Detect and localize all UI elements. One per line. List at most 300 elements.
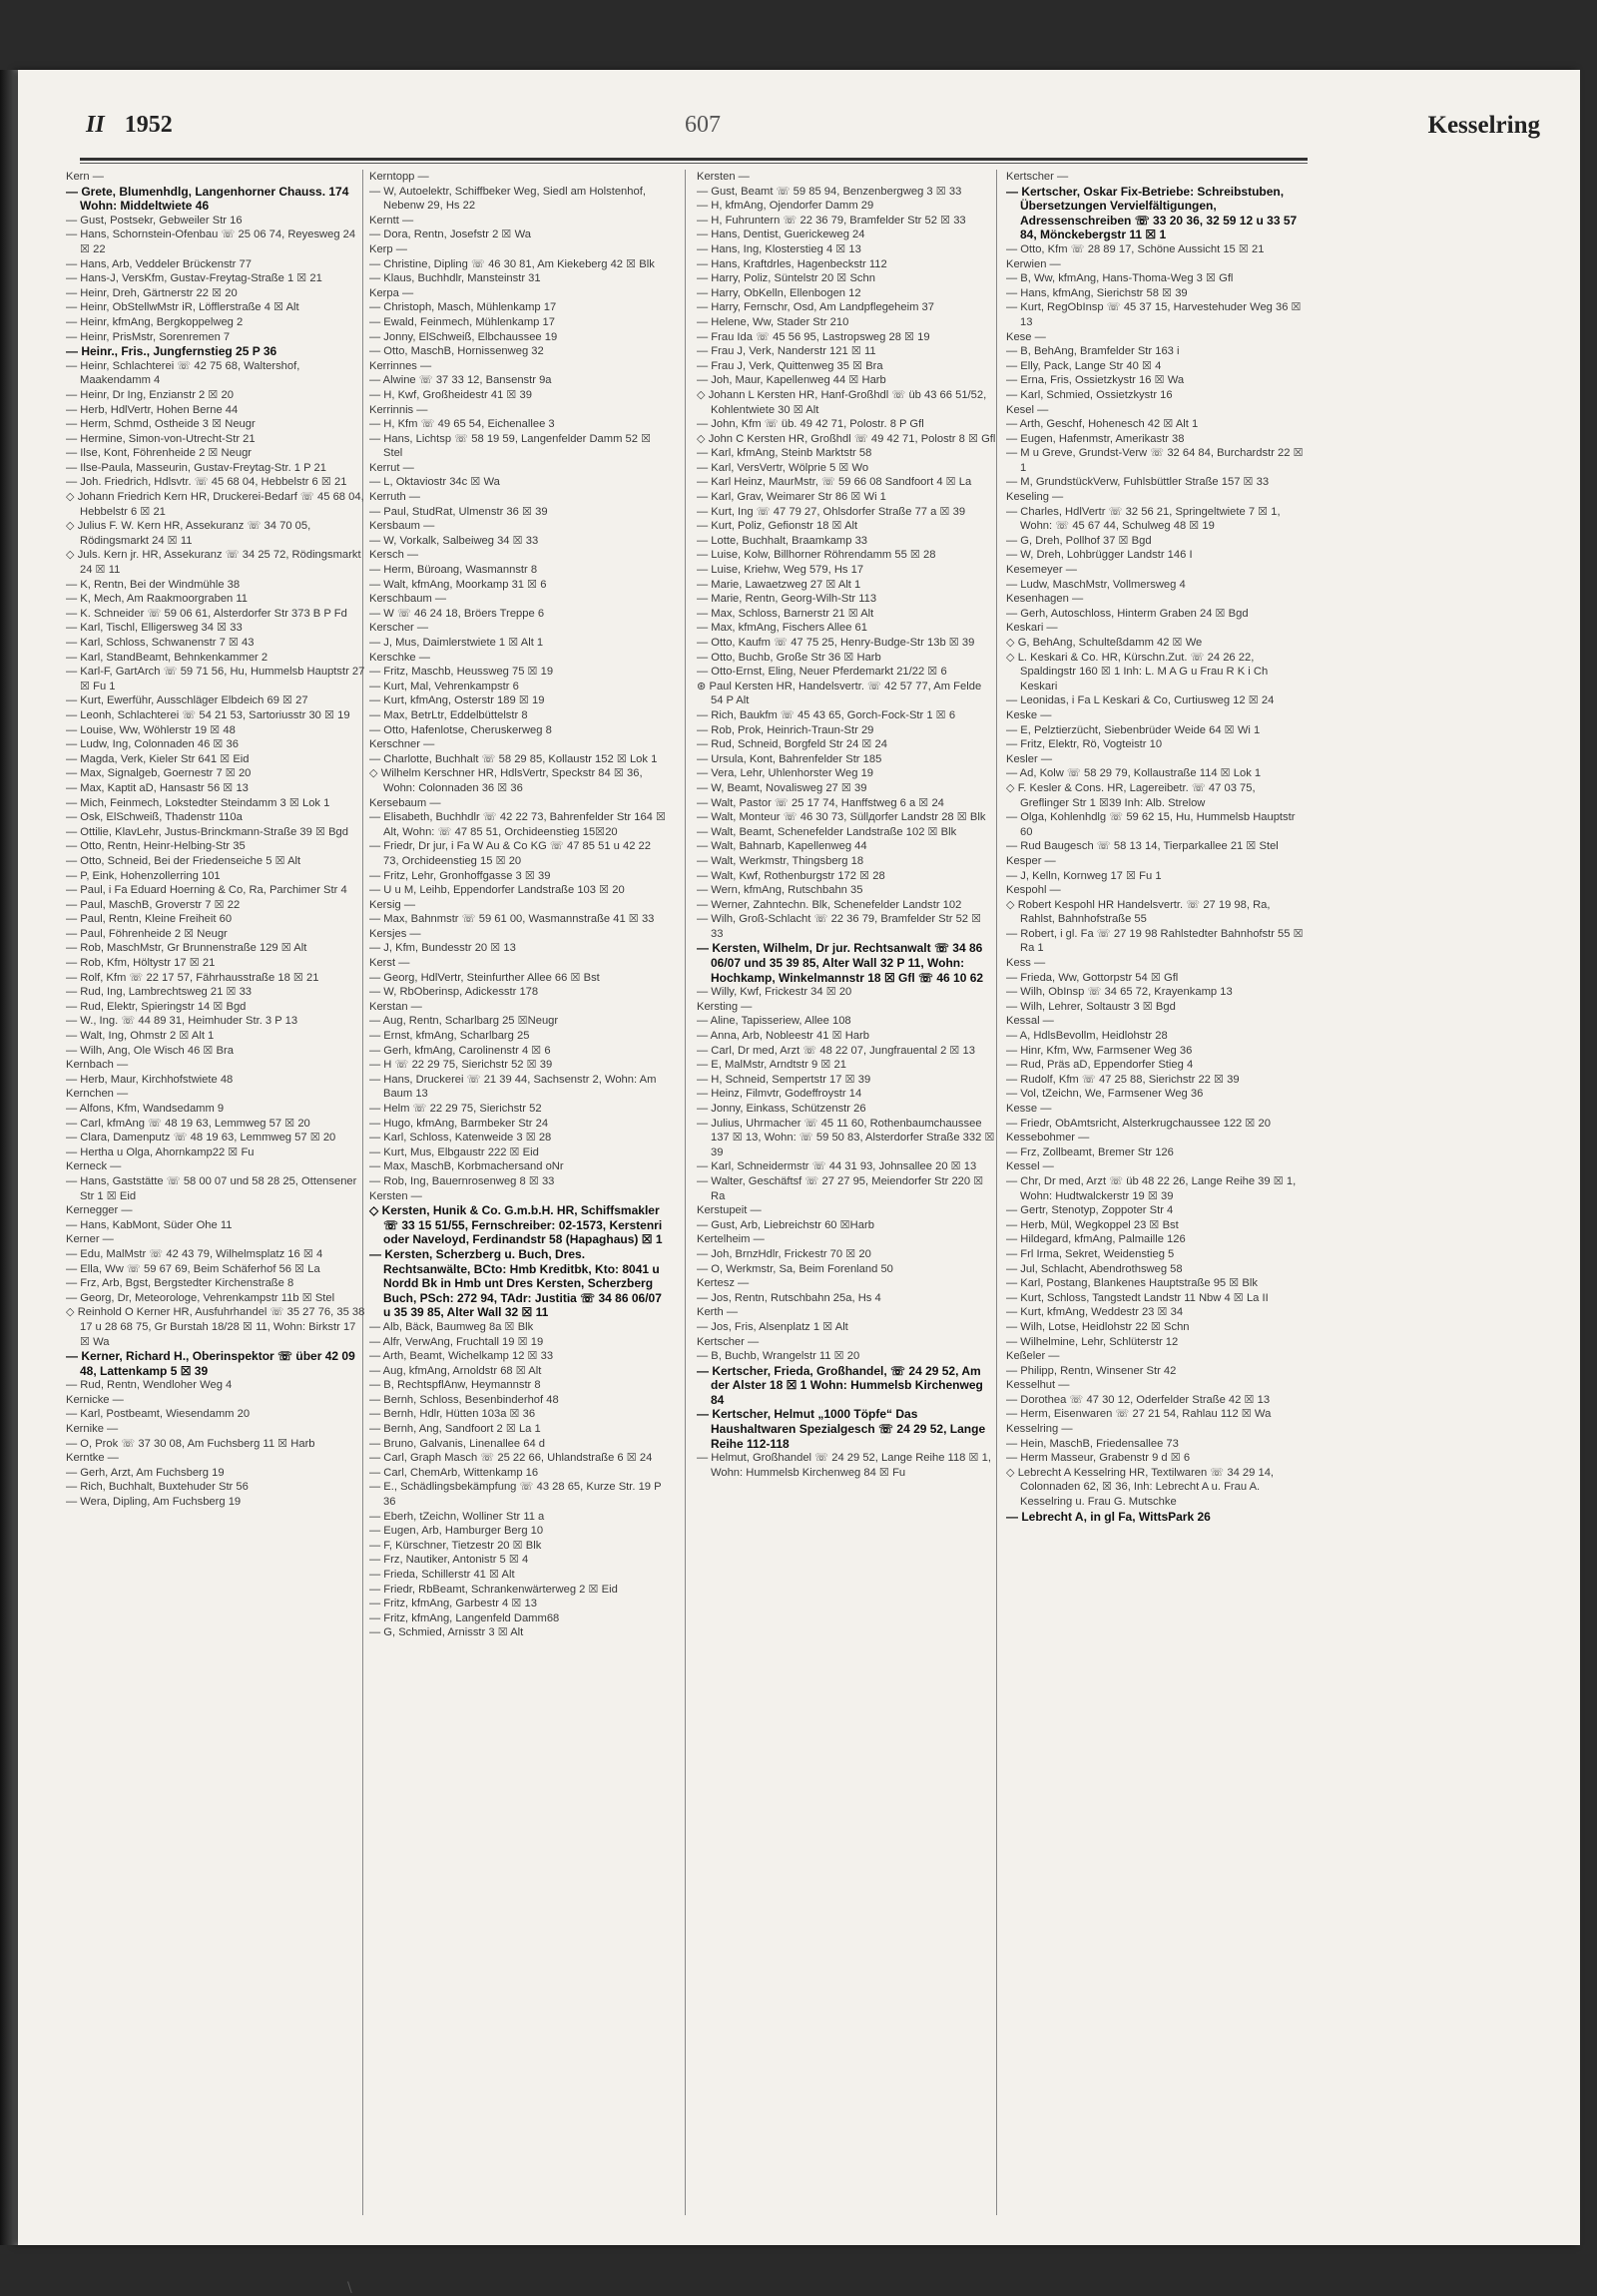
directory-entry: — Herm, Eisenwaren ☏ 27 21 54, Rahlau 112 ☒ Wa <box>1006 1408 1272 1421</box>
directory-entry: Kesenhagen — <box>1006 593 1084 606</box>
directory-entry: Kernegger — <box>66 1204 133 1217</box>
directory-entry: Kernike — <box>66 1423 119 1436</box>
header-roman-numeral: II <box>86 112 105 138</box>
directory-entry: — Wilh, Ang, Ole Wisch 46 ☒ Bra <box>66 1044 234 1057</box>
directory-entry: — Gust, Postsekr, Gebweiler Str 16 <box>66 214 243 227</box>
directory-entry: — Hans-J, VersKfm, Gustav-Freytag-Straße 1 ☒ 21 <box>66 272 322 285</box>
directory-entry: — Carl, Dr med, Arzt ☏ 48 22 07, Jungfrauental 2 ☒ 13 <box>697 1044 975 1057</box>
directory-entry: — Ernst, kfmAng, Scharlbarg 25 <box>369 1030 530 1043</box>
directory-entry: — M, GrundstückVerw, Fuhlsbüttler Straße 157 ☒ 33 <box>1006 476 1270 489</box>
directory-entry: — L, Oktaviostr 34c ☒ Wa <box>369 476 500 489</box>
directory-entry: — Harry, Fernschr, Osd, Am Landpflegeheim 37 <box>697 301 934 314</box>
directory-entry: Kerner — <box>66 1233 114 1246</box>
directory-entry: — Otto, MaschB, Hornissenweg 32 <box>369 345 544 358</box>
directory-entry: — Dora, Rentn, Josefstr 2 ☒ Wa <box>369 229 531 241</box>
directory-entry: Kerstan — <box>369 1000 422 1013</box>
directory-entry: — K, Rentn, Bei der Windmühle 38 <box>66 578 241 591</box>
directory-entry: Kertscher — <box>1006 171 1069 183</box>
column-divider <box>685 170 686 2215</box>
directory-entry: Kerwien — <box>1006 257 1061 270</box>
directory-entry: — Christoph, Masch, Mühlenkamp 17 <box>369 301 557 314</box>
directory-entry: — Kertscher, Helmut „1000 Töpfe“ Das Haushaltwaren Spezialgesch ☏ 24 29 52, Lange Reihe 112-118 <box>697 1407 986 1451</box>
directory-entry: — K. Schneider ☏ 59 06 61, Alsterdorfer Str 373 B P Fd <box>66 607 347 620</box>
directory-entry: — Heinz, Filmvtr, Godeffroystr 14 <box>697 1088 862 1101</box>
directory-entry: — Elly, Pack, Lange Str 40 ☒ 4 <box>1006 359 1162 372</box>
directory-entry: — Ad, Kolw ☏ 58 29 79, Kollaustraße 114 ☒ Lok 1 <box>1006 767 1262 780</box>
directory-entry: — Chr, Dr med, Arzt ☏ üb 48 22 26, Lange Reihe 39 ☒ 1, Wohn: Hudtwalckerstr 19 ☒ 39 <box>1006 1174 1297 1202</box>
directory-entry: — Marie, Rentn, Georg-Wilh-Str 113 <box>697 593 877 606</box>
directory-column-1 <box>66 170 365 1510</box>
directory-entry: — Walt, Kwf, Rothenburgstr 172 ☒ 28 <box>697 869 885 882</box>
directory-entry: — Jonny, ElSchweiß, Elbchaussee 19 <box>369 330 558 343</box>
directory-entry: — Rob, MaschMstr, Gr Brunnenstraße 129 ☒ Alt <box>66 942 307 955</box>
directory-entry: — Bernh, Ang, Sandfoort 2 ☒ La 1 <box>369 1423 541 1436</box>
directory-entry: Kertscher — <box>697 1335 760 1348</box>
directory-entry: — Gust, Arb, Liebreichstr 60 ☒Harb <box>697 1218 874 1231</box>
directory-entry: — Wilh, ObInsp ☏ 34 65 72, Krayenkamp 13 <box>1006 986 1233 999</box>
directory-entry: — Hans, Arb, Veddeler Brückenstr 77 <box>66 257 252 270</box>
directory-entry: ◇ F. Kesler & Cons. HR, Lagereibetr. ☏ 47 03 75, Greflinger Str 1 ☒39 Inh: Alb. Strelow <box>1006 781 1256 809</box>
directory-entry: — H, Kfm ☏ 49 65 54, Eichenallee 3 <box>369 418 555 431</box>
directory-entry: — Osk, ElSchweiß, Thadenstr 110a <box>66 811 243 824</box>
header-left <box>86 112 173 139</box>
directory-entry: Kertelheim — <box>697 1233 765 1246</box>
directory-entry: — Charlotte, Buchhalt ☏ 58 29 85, Kollaustr 152 ☒ Lok 1 <box>369 752 658 765</box>
directory-entry: — Walt, Monteur ☏ 46 30 73, Süllдorfer Landstr 28 ☒ Blk <box>697 811 986 824</box>
directory-entry: — Kertscher, Oskar Fix-Betriebe: Schreibstuben, Übersetzungen Vervielfältigungen, Adressenschreiben ☏ 33 20 36, 32 59 12 u 33 57 84, Mönckebergstr 11 ☒ 1 <box>1006 184 1298 242</box>
directory-entry: ◇ Johann L Kersten HR, Hanf-Großhdl ☏ üb 43 66 51/52, Kohlentwiete 30 ☒ Alt <box>697 388 987 416</box>
page-header <box>86 112 1540 152</box>
directory-entry: — Kurt, kfmAng, Weddestr 23 ☒ 34 <box>1006 1306 1184 1319</box>
directory-entry: ◇ Reinhold O Kerner HR, Ausfuhrhandel ☏ 35 27 76, 35 38 17 u 28 68 75, Gr Burstah 18/28 ☒ 11, Wohn: Birkstr 17 ☒ Wa <box>66 1306 365 1348</box>
directory-entry: — Fritz, Lehr, Gronhoffgasse 3 ☒ 39 <box>369 869 551 882</box>
directory-entry: — Anna, Arb, Nobleestr 41 ☒ Harb <box>697 1030 869 1043</box>
directory-entry: — Magda, Verk, Kieler Str 641 ☒ Eid <box>66 752 250 765</box>
directory-entry: — Jul, Schlacht, Abendrothsweg 58 <box>1006 1262 1183 1275</box>
directory-entry: ◇ L. Keskari & Co. HR, Kürschn.Zut. ☏ 24 26 22, Spaldingstr 160 ☒ 1 Inh: L. M A G u Frau R K i Ch Keskari <box>1006 651 1269 692</box>
directory-entry: — Frl Irma, Sekret, Weidenstieg 5 <box>1006 1247 1175 1260</box>
directory-entry: ◇ Robert Kespohl HR Handelsvertr. ☏ 27 19 98, Ra, Rahlst, Bahnhofstraße 55 <box>1006 898 1271 926</box>
directory-entry: — Max, MaschB, Korbmachersand oNr <box>369 1160 564 1173</box>
directory-entry: — Karl, Tischl, Elligersweg 34 ☒ 33 <box>66 622 243 635</box>
directory-entry: — Hans, Lichtsp ☏ 58 19 59, Langenfelder Damm 52 ☒ Stel <box>369 432 652 460</box>
directory-entry: — J, Mus, Daimlerstwiete 1 ☒ Alt 1 <box>369 637 544 649</box>
directory-entry: — Alb, Bäck, Baumweg 8a ☒ Blk <box>369 1320 534 1333</box>
header-running-title: Kesselring <box>1427 112 1540 139</box>
directory-entry: — Rud, Rentn, Wendloher Weg 4 <box>66 1379 233 1392</box>
directory-entry: — Alfons, Kfm, Wandsedamm 9 <box>66 1103 225 1115</box>
directory-entry: — E, MalMstr, Arndtstr 9 ☒ 21 <box>697 1059 846 1072</box>
directory-entry: — Otto-Ernst, Eling, Neuer Pferdemarkt 21/22 ☒ 6 <box>697 666 947 679</box>
directory-entry: Kese — <box>1006 330 1046 343</box>
directory-entry: Kerntopp — <box>369 171 429 183</box>
directory-entry: — Max, Kaptit aD, Hansastr 56 ☒ 13 <box>66 781 249 794</box>
directory-entry: — Aug, Rentn, Scharlbarg 25 ☒Neugr <box>369 1015 559 1028</box>
directory-entry: — Fritz, kfmAng, Langenfeld Damm68 <box>369 1611 560 1624</box>
directory-entry: — Erna, Fris, Ossietzkystr 16 ☒ Wa <box>1006 374 1185 387</box>
directory-entry: — E, Pelztierzücht, Siebenbrüder Weide 64 ☒ Wi 1 <box>1006 723 1261 736</box>
directory-entry: — H, kfmAng, Ojendorfer Damm 29 <box>697 200 874 213</box>
directory-entry: — Hans, Kraftdrles, Hagenbeckstr 112 <box>697 257 887 270</box>
directory-entry: — B, RechtspflAnw, Heymannstr 8 <box>369 1379 541 1392</box>
directory-entry: Kernchen — <box>66 1088 129 1101</box>
directory-entry: Kersch — <box>369 549 419 562</box>
directory-entry: — U u M, Leihb, Eppendorfer Landstraße 103 ☒ 20 <box>369 884 625 897</box>
directory-entry: ◇ Kersten, Hunik & Co. G.m.b.H. HR, Schiffsmakler ☏ 33 15 51/55, Fernschreiber: 02-1573, Kerstenri oder Naveloyd, Ferdinandstr 58 (Hapaghaus) ☒ 1 <box>369 1203 663 1247</box>
directory-entry: — Ilse, Kont, Föhrenheide 2 ☒ Neugr <box>66 447 253 460</box>
directory-entry: — W, Dreh, Lohbrügger Landstr 146 I <box>1006 549 1193 562</box>
directory-entry: — Ludw, MaschMstr, Vollmersweg 4 <box>1006 578 1186 591</box>
directory-entry: — Rob, Ing, Bauernrosenweg 8 ☒ 33 <box>369 1174 555 1187</box>
directory-entry: — Bernh, Schloss, Besenbinderhof 48 <box>369 1393 559 1406</box>
directory-entry: — Max, kfmAng, Fischers Allee 61 <box>697 622 867 635</box>
directory-entry: Kerntke — <box>66 1452 119 1465</box>
directory-entry: — Hans, Schornstein-Ofenbau ☏ 25 06 74, Reyesweg 24 ☒ 22 <box>66 229 356 255</box>
directory-entry: — Jos, Rentn, Rutschbahn 25a, Hs 4 <box>697 1291 881 1304</box>
directory-entry: — Max, Signalgeb, Goernestr 7 ☒ 20 <box>66 767 252 780</box>
directory-entry: — Georg, HdlVertr, Steinfurther Allee 66 ☒ Bst <box>369 971 600 984</box>
directory-entry: — Carl, kfmAng ☏ 48 19 63, Lemmweg 57 ☒ 20 <box>66 1117 310 1130</box>
directory-entry: — Kurt, Poliz, Gefionstr 18 ☒ Alt <box>697 520 858 533</box>
directory-entry: — Marie, Lawaetzweg 27 ☒ Alt 1 <box>697 578 861 591</box>
directory-entry: — Kertscher, Frieda, Großhandel, ☏ 24 29 52, Am der Alster 18 ☒ 1 Wohn: Hummelsb Kirchenweg 84 <box>697 1363 983 1407</box>
directory-entry: — Louise, Ww, Wöhlerstr 19 ☒ 48 <box>66 723 236 736</box>
directory-entry: Kern — <box>66 171 104 183</box>
directory-entry: — Walt, kfmAng, Moorkamp 31 ☒ 6 <box>369 578 547 591</box>
directory-entry: — Julius, Uhrmacher ☏ 45 11 60, Rothenbaumchaussee 137 ☒ 13, Wohn: ☏ 59 50 83, Alsterdorfer Straße 332 ☒ 39 <box>697 1117 995 1158</box>
directory-entry: — Rob, Prok, Heinrich-Traun-Str 29 <box>697 723 874 736</box>
directory-entry: Kerscher — <box>369 622 429 635</box>
directory-entry: — Herm Masseur, Grabenstr 9 d ☒ 6 <box>1006 1452 1191 1465</box>
directory-entry: — Werner, Zahntechn. Blk, Schenefelder Landstr 102 <box>697 898 962 911</box>
directory-entry: — Otto, Hafenlotse, Cheruskerweg 8 <box>369 723 552 736</box>
directory-entry: — W, RbOberinsp, Adickesstr 178 <box>369 986 539 999</box>
header-year: 1952 <box>124 112 173 138</box>
directory-entry: — Joh, Maur, Kapellenweg 44 ☒ Harb <box>697 374 886 387</box>
directory-entry: Kerschke — <box>369 651 430 664</box>
directory-entry: — Friedr, ObAmtsricht, Alsterkrugchaussee 122 ☒ 20 <box>1006 1117 1271 1130</box>
directory-entry: — Heinr, ObStellwMstr iR, Löfflerstraße 4 ☒ Alt <box>66 301 299 314</box>
directory-entry: — H, Fuhruntern ☏ 22 36 79, Bramfelder Str 52 ☒ 33 <box>697 214 966 227</box>
directory-entry: — Rudolf, Kfm ☏ 47 25 88, Sierichstr 22 ☒ 39 <box>1006 1073 1240 1086</box>
directory-entry: — Rud, Präs aD, Eppendorfer Stieg 4 <box>1006 1059 1194 1072</box>
directory-entry: — Hans, kfmAng, Sierichstr 58 ☒ 39 <box>1006 286 1188 299</box>
directory-entry: Kerruth — <box>369 491 420 504</box>
directory-entry: — Vera, Lehr, Uhlenhorster Weg 19 <box>697 767 874 780</box>
directory-entry: — Aug, kfmAng, Arnoldstr 68 ☒ Alt <box>369 1364 542 1377</box>
directory-entry: Kesel — <box>1006 403 1049 416</box>
directory-entry: — Bruno, Galvanis, Linenallee 64 d <box>369 1437 546 1450</box>
directory-entry: Kesselhut — <box>1006 1379 1070 1392</box>
directory-entry: ◇ Julius F. W. Kern HR, Assekuranz ☏ 34 70 05, Rödingsmarkt 24 ☒ 11 <box>66 520 311 547</box>
directory-entry: Kerrinnis — <box>369 403 428 416</box>
directory-entry: — Frau J, Verk, Nanderstr 121 ☒ 11 <box>697 345 876 358</box>
directory-page <box>18 70 1580 2296</box>
directory-entry: — Willy, Kwf, Frickestr 34 ☒ 20 <box>697 986 852 999</box>
directory-entry: — Karl, Schneidermstr ☏ 44 31 93, Johnsallee 20 ☒ 13 <box>697 1160 977 1173</box>
directory-entry: — Luise, Kriehw, Weg 579, Hs 17 <box>697 564 864 577</box>
directory-entry: — Aline, Tapisseriew, Allee 108 <box>697 1015 851 1028</box>
directory-entry: — H, Kwf, Großheidestr 41 ☒ 39 <box>369 388 532 401</box>
directory-entry: — Frieda, Schillerstr 41 ☒ Alt <box>369 1569 515 1581</box>
directory-entry: — Herm, Büroang, Wasmannstr 8 <box>369 564 538 577</box>
directory-entry: Kerschbaum — <box>369 593 447 606</box>
directory-entry: — Frau Ida ☏ 45 56 95, Lastropsweg 28 ☒ 19 <box>697 330 930 343</box>
directory-entry: — Karl, Postbeamt, Wiesendamm 20 <box>66 1408 251 1421</box>
directory-entry: — Kersten, Scherzberg u. Buch, Dres. Rechtsanwälte, BCto: Hmb Kreditbk, Kto: 8041 u Nordd Bk in Hmb unt Dres Kersten, Scherzberg Buch, PSch: 272 94, TAdr: Justitia ☏ 34 86 06/07 u 35 39 85, Alter Wall 32 ☒ 11 <box>369 1246 662 1320</box>
directory-entry: — Jonny, Einkass, Schützenstr 26 <box>697 1103 866 1115</box>
directory-entry: Kesler — <box>1006 752 1053 765</box>
directory-entry: — Jos, Fris, Alsenplatz 1 ☒ Alt <box>697 1320 848 1333</box>
directory-entry: — Arth, Geschf, Hohenesch 42 ☒ Alt 1 <box>1006 418 1199 431</box>
directory-entry: — Herb, Mül, Wegkoppel 23 ☒ Bst <box>1006 1218 1179 1231</box>
directory-entry: — Kurt, RegObInsp ☏ 45 37 15, Harvestehuder Weg 36 ☒ 13 <box>1006 301 1302 328</box>
directory-entry: Kerstupeit — <box>697 1204 762 1217</box>
directory-entry: — Rud, Schneid, Borgfeld Str 24 ☒ 24 <box>697 738 887 751</box>
directory-entry: — Hans, Dentist, Guerickeweg 24 <box>697 229 865 241</box>
book-binding <box>0 70 18 2245</box>
directory-entry: — Kerner, Richard H., Oberinspektor ☏ über 42 09 48, Lattenkamp 5 ☒ 39 <box>66 1349 355 1378</box>
directory-entry: — Dorothea ☏ 47 30 12, Oderfelder Straße 42 ☒ 13 <box>1006 1393 1271 1406</box>
directory-entry: — Rob, Kfm, Höltystr 17 ☒ 21 <box>66 957 216 970</box>
directory-entry: — Walt, Ing, Ohmstr 2 ☒ Alt 1 <box>66 1030 215 1043</box>
directory-entry: ◇ G, BehAng, Schulteßdamm 42 ☒ We <box>1006 637 1203 649</box>
directory-entry: — Walter, Geschäftsf ☏ 27 27 95, Meiendorfer Str 220 ☒ Ra <box>697 1174 984 1202</box>
directory-entry: — Rud Baugesch ☏ 58 13 14, Tierparkallee 21 ☒ Stel <box>1006 840 1279 853</box>
directory-entry: — Robert, i gl. Fa ☏ 27 19 98 Rahlstedter Bahnhofstr 55 ☒ Ra 1 <box>1006 927 1304 955</box>
directory-entry: Kerneck — <box>66 1160 122 1173</box>
directory-entry: — Karl, Grav, Weimarer Str 86 ☒ Wi 1 <box>697 491 886 504</box>
directory-entry: Kesselring — <box>1006 1423 1073 1436</box>
directory-entry: — Alfr, VerwAng, Fruchtall 19 ☒ 19 <box>369 1335 544 1348</box>
directory-entry: — Hans, Druckerei ☏ 21 39 44, Sachsenstr 2, Wohn: Am Baum 13 <box>369 1073 657 1101</box>
directory-entry: — Kurt, Ing ☏ 47 79 27, Ohlsdorfer Straße 77 a ☒ 39 <box>697 505 966 518</box>
directory-column-3 <box>697 170 996 1480</box>
directory-entry: — Klaus, Buchhdlr, Mansteinstr 31 <box>369 272 541 285</box>
directory-entry: — Hans, Gaststätte ☏ 58 00 07 und 58 28 25, Ottensener Str 1 ☒ Eid <box>66 1174 357 1202</box>
directory-entry: ◇ Juls. Kern jr. HR, Assekuranz ☏ 34 25 72, Rödingsmarkt 24 ☒ 11 <box>66 549 361 577</box>
directory-entry: — Fritz, Maschb, Heussweg 75 ☒ 19 <box>369 666 554 679</box>
directory-entry: — Charles, HdlVertr ☏ 32 56 21, Springeltwiete 7 ☒ 1, Wohn: ☏ 45 67 44, Schulweg 48 ☒ 19 <box>1006 505 1281 533</box>
directory-entry: — Herb, Maur, Kirchhofstwiete 48 <box>66 1073 234 1086</box>
directory-entry: — Christine, Dipling ☏ 46 30 81, Am Kiekeberg 42 ☒ Blk <box>369 257 655 270</box>
directory-entry: Kespohl — <box>1006 884 1061 897</box>
directory-entry: — Otto, Kaufm ☏ 47 75 25, Henry-Budge-Str 13b ☒ 39 <box>697 637 975 649</box>
directory-entry: — Fritz, kfmAng, Garbestr 4 ☒ 13 <box>369 1598 537 1610</box>
directory-entry: Kesper — <box>1006 854 1056 867</box>
directory-entry: — Kurt, Mus, Elbgaustr 222 ☒ Eid <box>369 1146 539 1158</box>
directory-entry: — Heinr, PrisMstr, Sorenremen 7 <box>66 330 231 343</box>
directory-entry: — Otto, Schneid, Bei der Friedenseiche 5 ☒ Alt <box>66 854 301 867</box>
directory-entry: — Gerh, Arzt, Am Fuchsberg 19 <box>66 1466 225 1479</box>
page-number: 607 <box>685 112 721 138</box>
directory-entry: — E., Schädlingsbekämpfung ☏ 43 28 65, Kurze Str. 19 P 36 <box>369 1481 662 1509</box>
directory-entry: — Carl, Graph Masch ☏ 25 22 66, Uhlandstraße 6 ☒ 24 <box>369 1452 653 1465</box>
directory-entry: — Wera, Dipling, Am Fuchsberg 19 <box>66 1496 242 1509</box>
directory-entry: — Karl, VersVertr, Wölprie 5 ☒ Wo <box>697 461 869 474</box>
directory-entry: — W, Autoelektr, Schiffbeker Weg, Siedl am Holstenhof, Nebenw 29, Hs 22 <box>369 185 646 213</box>
directory-entry: — Wilh, Groß-Schlacht ☏ 22 36 79, Bramfelder Str 52 ☒ 33 <box>697 913 982 940</box>
directory-entry: — Paul, StudRat, Ulmenstr 36 ☒ 39 <box>369 505 548 518</box>
directory-entry: — Kersten, Wilhelm, Dr jur. Rechtsanwalt ☏ 34 86 06/07 und 35 39 85, Alter Wall 32 P 11, Wohn: Hochkamp, Winkelmannstr 18 ☒ Gfl ☏ 46 10 62 <box>697 941 984 985</box>
directory-entry: — Karl, kfmAng, Steinb Marktstr 58 <box>697 447 872 460</box>
directory-entry: — Kurt, Mal, Vehrenkampstr 6 <box>369 680 519 692</box>
stray-mark: \ <box>347 2280 352 2296</box>
directory-entry: Kessal — <box>1006 1015 1054 1028</box>
directory-entry: — Rolf, Kfm ☏ 22 17 57, Fährhausstraße 18 ☒ 21 <box>66 971 319 984</box>
directory-entry: — Frz, Arb, Bgst, Bergstedter Kirchenstraße 8 <box>66 1277 294 1290</box>
directory-entry: — Walt, Werkmstr, Thingsberg 18 <box>697 854 864 867</box>
directory-entry: — Walt, Beamt, Schenefelder Landstraße 102 ☒ Blk <box>697 825 957 838</box>
directory-entry: — Leonidas, i Fa L Keskari & Co, Curtiusweg 12 ☒ 24 <box>1006 694 1275 707</box>
directory-entry: — Olga, Kohlenhdlg ☏ 59 62 15, Hu, Hummelsb Hauptstr 60 <box>1006 811 1296 838</box>
directory-entry: — Herb, HdlVertr, Hohen Berne 44 <box>66 403 239 416</box>
directory-entry: — B, BehAng, Bramfelder Str 163 i <box>1006 345 1180 358</box>
directory-entry: — Hugo, kfmAng, Barmbeker Str 24 <box>369 1117 549 1130</box>
directory-entry: Kersebaum — <box>369 796 441 809</box>
column-divider <box>996 170 997 2215</box>
directory-entry: — Hein, MaschB, Friedensallee 73 <box>1006 1437 1179 1450</box>
directory-entry: Kesemeyer — <box>1006 564 1077 577</box>
directory-entry: — Max, Schloss, Barnerstr 21 ☒ Alt <box>697 607 874 620</box>
directory-entry: — Alwine ☏ 37 33 12, Bansenstr 9a <box>369 374 552 387</box>
directory-entry: Kerp — <box>369 242 407 255</box>
directory-entry: Kersbaum — <box>369 520 435 533</box>
directory-entry: — Ludw, Ing, Colonnaden 46 ☒ 36 <box>66 738 239 751</box>
directory-entry: — Arth, Beamt, Wichelkamp 12 ☒ 33 <box>369 1350 554 1363</box>
directory-entry: — Frieda, Ww, Gottorpstr 54 ☒ Gfl <box>1006 971 1179 984</box>
directory-entry: — Wilh, Lotse, Heidlohstr 22 ☒ Schn <box>1006 1320 1190 1333</box>
directory-entry: — Leonh, Schlachterei ☏ 54 21 53, Sartoriusstr 30 ☒ 19 <box>66 708 350 721</box>
directory-entry: — Clara, Damenputz ☏ 48 19 63, Lemmweg 57 ☒ 20 <box>66 1132 336 1145</box>
directory-entry: — Hertha u Olga, Ahornkamp22 ☒ Fu <box>66 1146 255 1158</box>
directory-entry: — Friedr, Dr jur, i Fa W Au & Co KG ☏ 47 85 51 u 42 22 73, Orchideenstieg 15 ☒ 20 <box>369 840 651 867</box>
directory-entry: — Heinr, Schlachterei ☏ 42 75 68, Waltershof, Maakendamm 4 <box>66 359 300 387</box>
directory-entry: — Karl Heinz, MaurMstr, ☏ 59 66 08 Sandfoort 4 ☒ La <box>697 476 972 489</box>
directory-entry: ◇ Lebrecht A Kesselring HR, Textilwaren ☏ 34 29 14, Colonnaden 62, ☒ 36, Inh: Lebrecht A u. Frau A. Kesselring u. Frau G. Mutschke <box>1006 1466 1275 1509</box>
directory-entry: — G, Schmied, Arnisstr 3 ☒ Alt <box>369 1626 524 1639</box>
directory-entry: — Ella, Ww ☏ 59 67 69, Beim Schäferhof 56 ☒ La <box>66 1262 320 1275</box>
directory-entry: — A, HdlsBevollm, Heidlohstr 28 <box>1006 1030 1168 1043</box>
directory-entry: Keske — <box>1006 708 1052 721</box>
directory-entry: — Mich, Feinmech, Lokstedter Steindamm 3 ☒ Lok 1 <box>66 796 330 809</box>
directory-entry: — Heinr, Dreh, Gärtnerstr 22 ☒ 20 <box>66 286 238 299</box>
directory-entry: — Grete, Blumenhdlg, Langenhorner Chauss. 174 Wohn: Middeltwiete 46 <box>66 184 349 214</box>
directory-entry: — Walt, Bahnarb, Kapellenweg 44 <box>697 840 867 853</box>
directory-entry: — Max, Bahnmstr ☏ 59 61 00, Wasmannstraße 41 ☒ 33 <box>369 913 655 926</box>
directory-entry: — Helmut, Großhandel ☏ 24 29 52, Lange Reihe 118 ☒ 1, Wohn: Hummelsb Kirchenweg 84 ☒ Fu <box>697 1452 991 1479</box>
directory-entry: — Frz, Zollbeamt, Bremer Str 126 <box>1006 1146 1174 1158</box>
directory-entry: — Gust, Beamt ☏ 59 85 94, Benzenbergweg 3 ☒ 33 <box>697 185 962 198</box>
directory-entry: — Frz, Nautiker, Antonistr 5 ☒ 4 <box>369 1554 529 1567</box>
directory-entry: Kerrut — <box>369 461 414 474</box>
directory-entry: — Joh, BrnzHdlr, Frickestr 70 ☒ 20 <box>697 1247 871 1260</box>
directory-entry: — Eugen, Hafenmstr, Amerikastr 38 <box>1006 432 1185 445</box>
directory-entry: — Max, BetrLtr, Eddelbüttelstr 8 <box>369 708 528 721</box>
directory-entry: — Walt, Pastor ☏ 25 17 74, Hanffstweg 6 a ☒ 24 <box>697 796 944 809</box>
directory-entry: — Ursula, Kont, Bahrenfelder Str 185 <box>697 752 882 765</box>
directory-entry: — Joh. Friedrich, Hdlsvtr. ☏ 45 68 04, Hebbelstr 6 ☒ 21 <box>66 476 347 489</box>
directory-entry: — Karl, Schloss, Schwanenstr 7 ☒ 43 <box>66 637 255 649</box>
directory-entry: — Lotte, Buchhalt, Braamkamp 33 <box>697 534 868 547</box>
directory-entry: — B, Buchb, Wrangelstr 11 ☒ 20 <box>697 1350 860 1363</box>
directory-entry: — Elisabeth, Buchhdlr ☏ 42 22 73, Bahrenfelder Str 164 ☒ Alt, Wohn: ☏ 47 85 51, Orchideenstieg 15☒20 <box>369 811 667 838</box>
directory-entry: ◇ John C Kersten HR, Großhdl ☏ 49 42 71, Polostr 8 ☒ Gfl <box>697 432 996 445</box>
directory-entry: — Hans, Ing, Klosterstieg 4 ☒ 13 <box>697 242 861 255</box>
directory-entry: — Philipp, Rentn, Winsener Str 42 <box>1006 1364 1177 1377</box>
directory-entry: — Paul, MaschB, Groverstr 7 ☒ 22 <box>66 898 241 911</box>
directory-entry: — Carl, ChemArb, Wittenkamp 16 <box>369 1466 539 1479</box>
directory-entry: — Paul, i Fa Eduard Hoerning & Co, Ra, Parchimer Str 4 <box>66 884 347 897</box>
directory-entry: — Kurt, kfmAng, Osterstr 189 ☒ 19 <box>369 694 545 707</box>
directory-entry: — Heinr., Fris., Jungfernstieg 25 P 36 <box>66 344 277 359</box>
directory-entry: — Rich, Buchhalt, Buxtehuder Str 56 <box>66 1481 249 1494</box>
directory-entry: — O, Prok ☏ 37 30 08, Am Fuchsberg 11 ☒ Harb <box>66 1437 315 1450</box>
directory-entry: — G, Dreh, Pollhof 37 ☒ Bgd <box>1006 534 1152 547</box>
directory-entry: — Hinr, Kfm, Ww, Farmsener Weg 36 <box>1006 1044 1193 1057</box>
directory-entry: — Ewald, Feinmech, Mühlenkamp 17 <box>369 315 555 328</box>
directory-entry: — H ☏ 22 29 75, Sierichstr 52 ☒ 39 <box>369 1059 553 1072</box>
directory-entry: — Georg, Dr, Meteorologe, Vehrenkampstr 11b ☒ Stel <box>66 1291 335 1304</box>
directory-entry: — Paul, Rentn, Kleine Freiheit 60 <box>66 913 233 926</box>
directory-entry: Kerschner — <box>369 738 435 751</box>
directory-entry: — J, Kfm, Bundesstr 20 ☒ 13 <box>369 942 516 955</box>
directory-entry: Kerth — <box>697 1306 739 1319</box>
directory-entry: Kersten — <box>697 171 750 183</box>
directory-entry: — O, Werkmstr, Sa, Beim Forenland 50 <box>697 1262 893 1275</box>
directory-entry: — John, Kfm ☏ üb. 49 42 71, Polostr. 8 P Gfl <box>697 418 924 431</box>
directory-entry: — Vol, tZeichn, We, Farmsener Weg 36 <box>1006 1088 1204 1101</box>
directory-entry: Keskari — <box>1006 622 1058 635</box>
directory-entry: — W., Ing. ☏ 44 89 31, Heimhuder Str. 3 P 13 <box>66 1015 298 1028</box>
directory-entry: — J, Kelln, Kornweg 17 ☒ Fu 1 <box>1006 869 1162 882</box>
directory-entry: Kess — <box>1006 957 1046 970</box>
header-rule-thin <box>80 163 1308 164</box>
directory-column-2 <box>369 170 669 1640</box>
directory-entry: — Gerh, Autoschloss, Hinterm Graben 24 ☒ Bgd <box>1006 607 1249 620</box>
directory-entry: — Herm, Schmd, Ostheide 3 ☒ Neugr <box>66 418 256 431</box>
directory-column-4 <box>1006 170 1306 1524</box>
directory-entry: Kerrinnes — <box>369 359 432 372</box>
directory-entry: — Otto, Buchb, Große Str 36 ☒ Harb <box>697 651 881 664</box>
directory-entry: Kerpa — <box>369 286 414 299</box>
directory-entry: — Rud, Elektr, Spieringstr 14 ☒ Bgd <box>66 1000 247 1013</box>
directory-entry: — Ilse-Paula, Masseurin, Gustav-Freytag-Str. 1 P 21 <box>66 461 326 474</box>
directory-entry: — Karl, Schmied, Ossietzkystr 16 <box>1006 388 1173 401</box>
directory-entry: Kerntt — <box>369 214 414 227</box>
directory-entry: — Hermine, Simon-von-Utrecht-Str 21 <box>66 432 256 445</box>
directory-entry: ◇ Johann Friedrich Kern HR, Druckerei-Bedarf ☏ 45 68 04, Hebbelstr 6 ☒ 21 <box>66 491 364 518</box>
header-rule <box>80 158 1308 161</box>
directory-entry: — Luise, Kolw, Billhorner Röhrendamm 55 ☒ 28 <box>697 549 936 562</box>
directory-entry: ⊛ Paul Kersten HR, Handelsvertr. ☏ 42 57 77, Am Felde 54 P Alt <box>697 680 982 707</box>
directory-entry: Kertesz — <box>697 1277 750 1290</box>
directory-entry: — Eugen, Arb, Hamburger Berg 10 <box>369 1525 544 1538</box>
directory-entry: Kessebohmer — <box>1006 1132 1090 1145</box>
directory-entry: — Wilh, Lehrer, Soltaustr 3 ☒ Bgd <box>1006 1000 1176 1013</box>
directory-entry: — Heinr, Dr Ing, Enzianstr 2 ☒ 20 <box>66 388 234 401</box>
directory-entry: Kerst — <box>369 957 410 970</box>
directory-entry: — M u Greve, Grundst-Verw ☏ 32 64 84, Burchardstr 22 ☒ 1 <box>1006 447 1304 474</box>
directory-entry: — Harry, ObKelln, Ellenbogen 12 <box>697 286 861 299</box>
directory-entry: — Karl-F, GartArch ☏ 59 71 56, Hu, Hummelsb Hauptstr 27 ☒ Fu 1 <box>66 666 365 692</box>
directory-entry: — F, Kürschner, Tietzestr 20 ☒ Blk <box>369 1539 542 1552</box>
directory-entry: — Karl, Postang, Blankenes Hauptstraße 95 ☒ Blk <box>1006 1277 1258 1290</box>
directory-entry: Kernbach — <box>66 1059 129 1072</box>
directory-entry: Keßeler — <box>1006 1350 1060 1363</box>
directory-entry: — Wilhelmine, Lehr, Schlüterstr 12 <box>1006 1335 1179 1348</box>
directory-entry: — Harry, Poliz, Süntelstr 20 ☒ Schn <box>697 272 875 285</box>
